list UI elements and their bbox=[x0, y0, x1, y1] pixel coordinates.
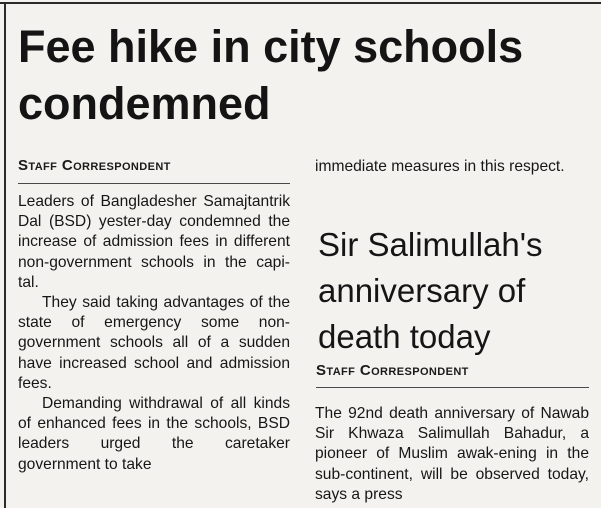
article-paragraph: Leaders of Bangladesher Samajtantrik Dal (BSD) yester-day condemned the increase of admission fees in different non-government schools in the capi-tal. bbox=[18, 193, 290, 291]
article-paragraph: They said taking advantages of the state of emergency some non-government schools all of a sudden have increased school and admission fees. bbox=[18, 294, 290, 392]
article-paragraph: Demanding withdrawal of all kinds of enhanced fees in the schools, BSD leaders urged the caretaker government to take bbox=[18, 395, 290, 473]
second-article-byline: Staff Correspondent bbox=[316, 362, 469, 379]
article-paragraph-continued: immediate measures in this respect. bbox=[315, 158, 565, 175]
left-border-rule bbox=[4, 2, 6, 508]
top-border-rule bbox=[0, 2, 601, 4]
article-byline: Staff Correspondent bbox=[18, 157, 171, 174]
article-paragraph: The 92nd death anniversary of Nawab Sir Khwaza Salimullah Bahadur, a pioneer of Muslim awak-ening in the sub-continent, will be observed today, says a press bbox=[315, 405, 589, 503]
article-continuation bbox=[315, 157, 589, 177]
article-headline: Fee hike in city schools condemned bbox=[18, 21, 524, 129]
second-byline-divider bbox=[316, 387, 589, 388]
byline-divider bbox=[18, 183, 290, 184]
second-article-body bbox=[315, 404, 589, 505]
article-body-left-column bbox=[18, 192, 290, 475]
second-article-headline: Sir Salimullah's anniversary of death today bbox=[318, 226, 543, 355]
